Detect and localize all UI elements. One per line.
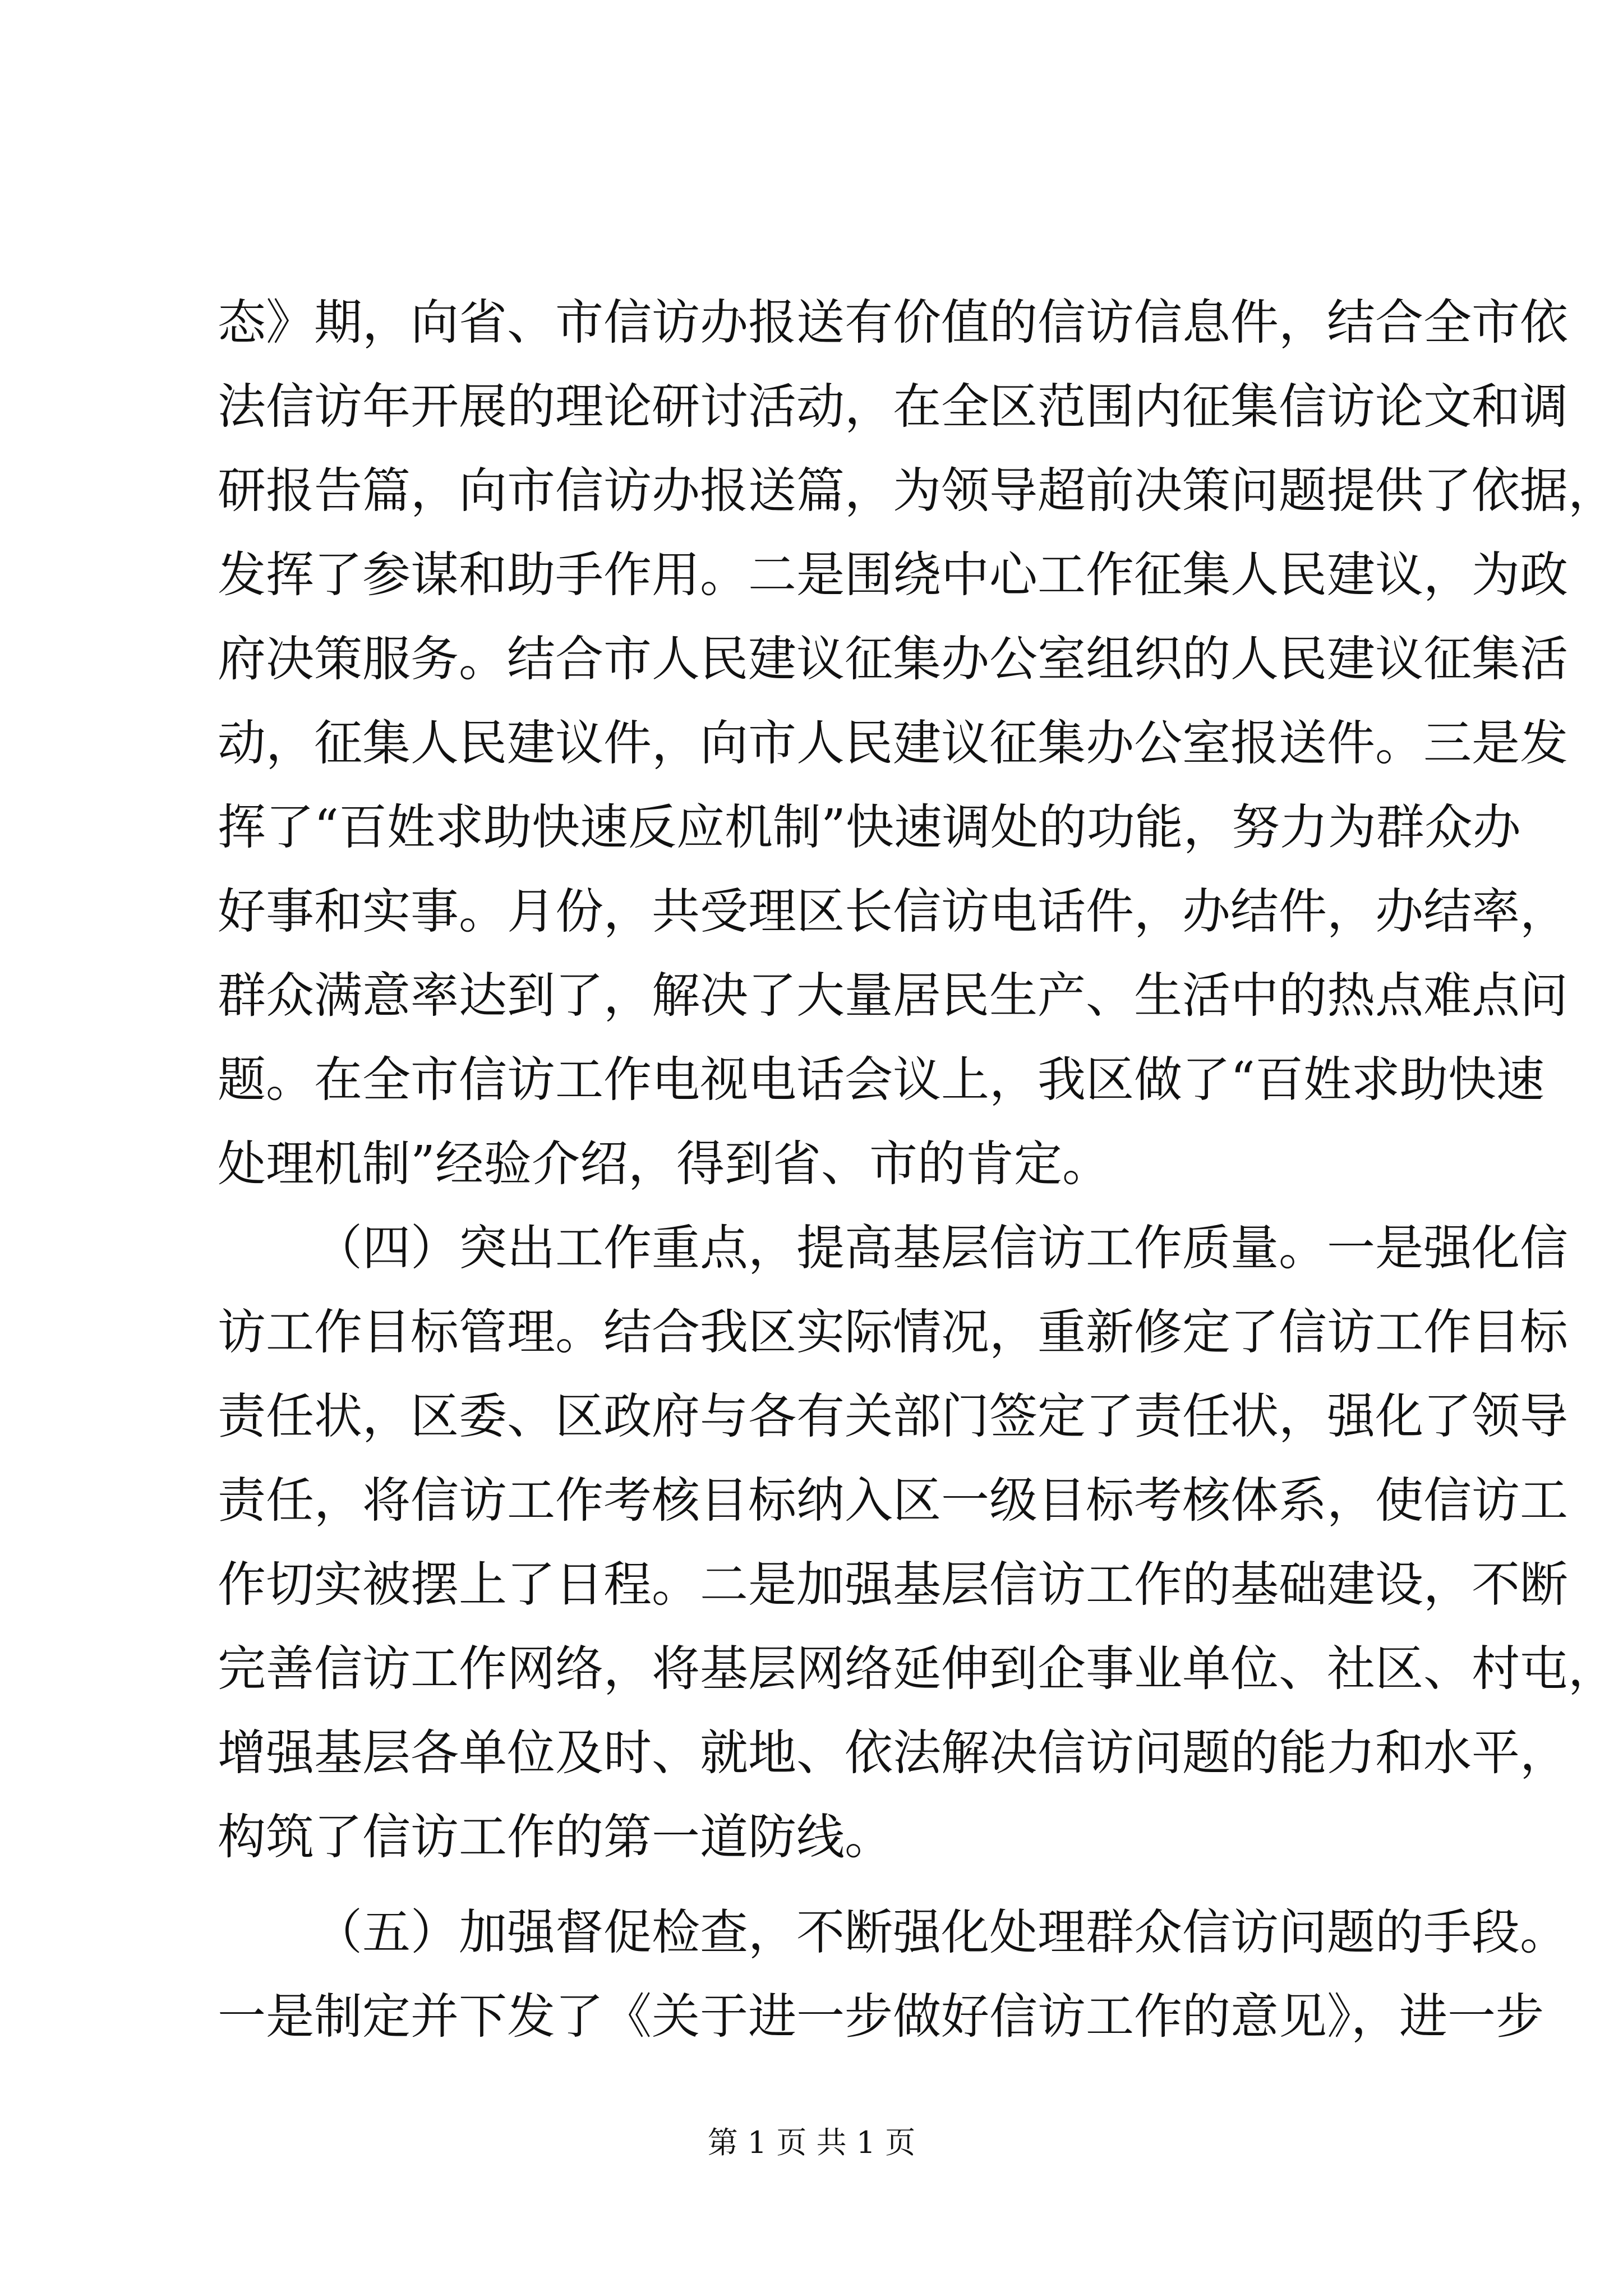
section-heading-line: （四）突出工作重点，提高基层信访工作质量。一是强化信 [314,1220,1568,1276]
page-footer: 第 1 页 共 1 页 [707,2125,916,2160]
text-line: 挥了“百姓求助快速反应机制”快速调处的功能，努力为群众办 [218,799,1521,855]
text-line: 访工作目标管理。结合我区实际情况，重新修定了信访工作目标 [218,1304,1568,1360]
text-line: 责任，将信访工作考核目标纳入区一级目标考核体系，使信访工 [218,1473,1568,1529]
text-line: 群众满意率达到了，解决了大量居民生产、生活中的热点难点问 [218,968,1568,1024]
text-line: 处理机制”经验介绍，得到省、市的肯定。 [218,1136,1110,1192]
text-line: 府决策服务。结合市人民建议征集办公室组织的人民建议征集活 [218,631,1568,687]
text-line: 构筑了信访工作的第一道防线。 [218,1809,893,1865]
text-line: 增强基层各单位及时、就地、依法解决信访问题的能力和水平， [218,1725,1568,1781]
text-line: 作切实被摆上了日程。二是加强基层信访工作的基础建设，不断 [218,1557,1568,1613]
text-line: 好事和实事。月份，共受理区长信访电话件，办结件，办结率， [218,884,1568,940]
text-line: 责任状，区委、区政府与各有关部门签定了责任状，强化了领导 [218,1388,1568,1444]
text-line: 动，征集人民建议件，向市人民建议征集办公室报送件。三是发 [218,715,1568,771]
text-line: 一是制定并下发了《关于进一步做好信访工作的意见》，进一步 [218,1989,1544,2045]
section-heading-line: （五）加强督促检查，不断强化处理群众信访问题的手段。 [314,1904,1568,1961]
text-line: 法信访年开展的理论研讨活动，在全区范围内征集信访论文和调 [218,379,1568,435]
text-line: 题。在全市信访工作电视电话会议上，我区做了“百姓求助快速 [218,1052,1544,1108]
text-line: 研报告篇，向市信访办报送篇，为领导超前决策问题提供了依据， [218,463,1616,519]
text-line: 完善信访工作网络，将基层网络延伸到企事业单位、社区、村屯， [218,1641,1616,1697]
text-line: 态》期，向省、市信访办报送有价值的信访信息件，结合全市依 [218,295,1568,351]
text-line: 发挥了参谋和助手作用。二是围绕中心工作征集人民建议，为政 [218,547,1568,603]
